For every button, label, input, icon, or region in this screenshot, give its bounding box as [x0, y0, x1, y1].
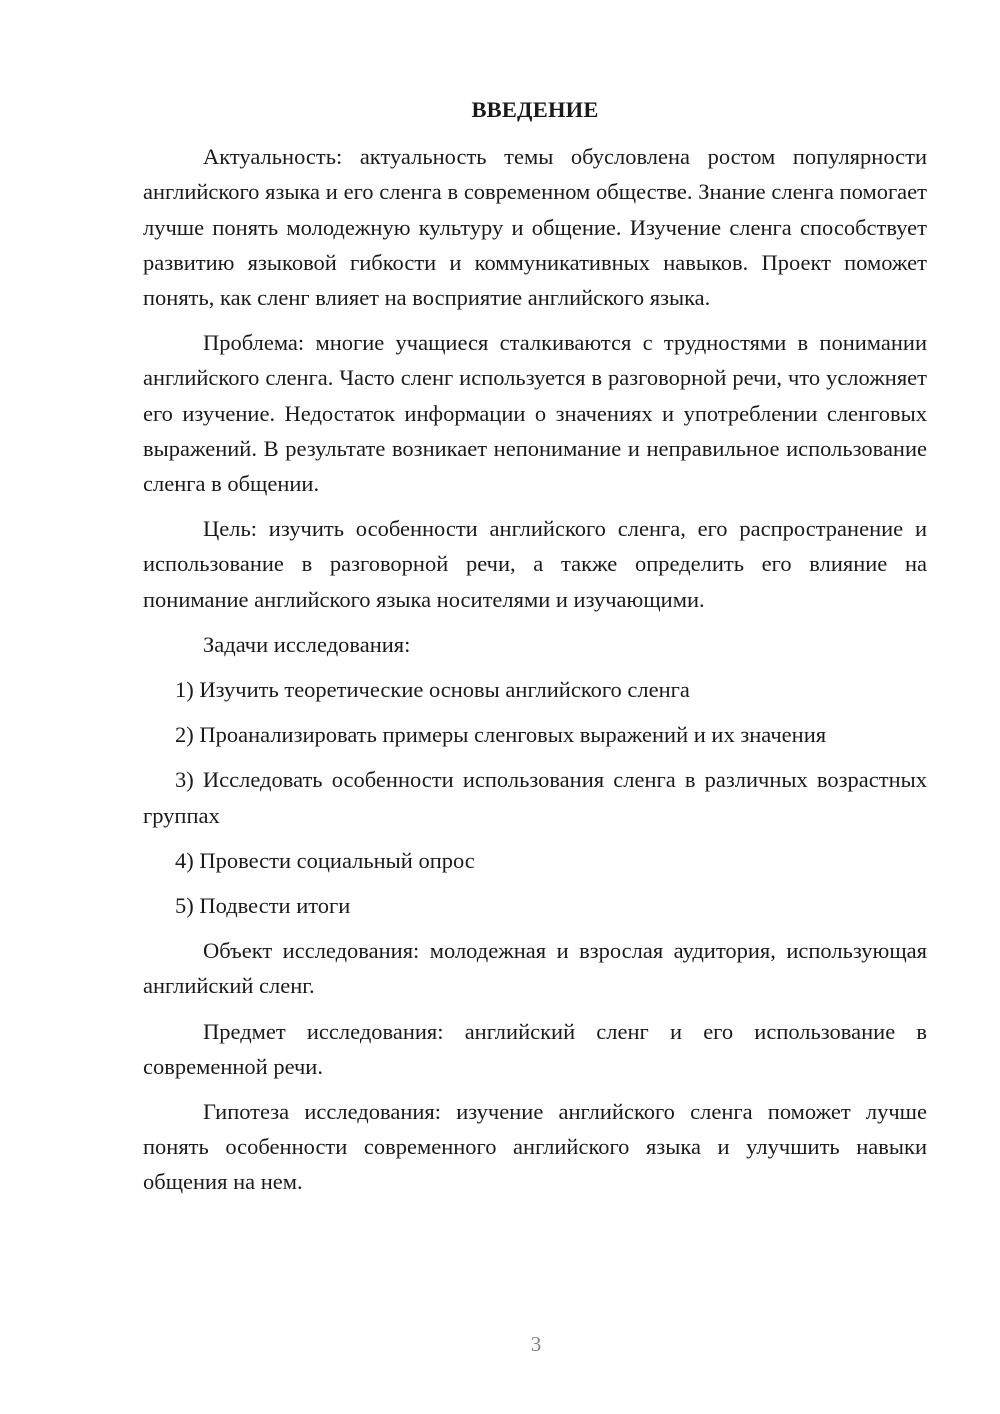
task-item-2: 2) Проанализировать примеры сленговых выражений и их значения	[175, 722, 827, 748]
document-body	[143, 92, 927, 1210]
relevance-paragraph: Актуальность: актуальность темы обусловлена ростом популярности английского языка и его сленга в современном обществе. Знание сленга помогает лучше понять молодежную культуру и общение. Изучение сленга способствует развитию языковой гибкости и коммуникативных навыков. Проект поможет понять, как сленг влияет на восприятие английского языка.	[143, 144, 927, 311]
hypothesis-paragraph: Гипотеза исследования: изучение английского сленга поможет лучше понять особенности современного английского языка и улучшить навыки общения на нем.	[143, 1099, 927, 1195]
goal-paragraph: Цель: изучить особенности английского сленга, его распространение и использование в разговорной речи, а также определить его влияние на понимание английского языка носителями и изучающими.	[143, 516, 927, 612]
task-item-1: 1) Изучить теоретические основы английского сленга	[175, 677, 690, 703]
subject-paragraph: Предмет исследования: английский сленг и его использование в современной речи.	[143, 1018, 927, 1079]
object-paragraph: Объект исследования: молодежная и взрослая аудитория, использующая английский сленг.	[143, 938, 927, 999]
task-item-5: 5) Подвести итоги	[175, 893, 351, 919]
page-number: 3	[530, 1332, 542, 1356]
tasks-heading: Задачи исследования:	[203, 631, 411, 657]
task-item-4: 4) Провести социальный опрос	[175, 847, 475, 873]
problem-paragraph: Проблема: многие учащиеся сталкиваются с трудностями в понимании английского сленга. Часто сленг используется в разговорной речи, что усложняет его изучение. Недостаток информации о значениях и употреблении сленговых выражений. В результате возникает непонимание и неправильное использование сленга в общении.	[143, 330, 927, 497]
task-item-3: 3) Исследовать особенности использования сленга в различных возрастных группах	[143, 767, 927, 828]
page-title: ВВЕДЕНИЕ	[471, 97, 599, 122]
